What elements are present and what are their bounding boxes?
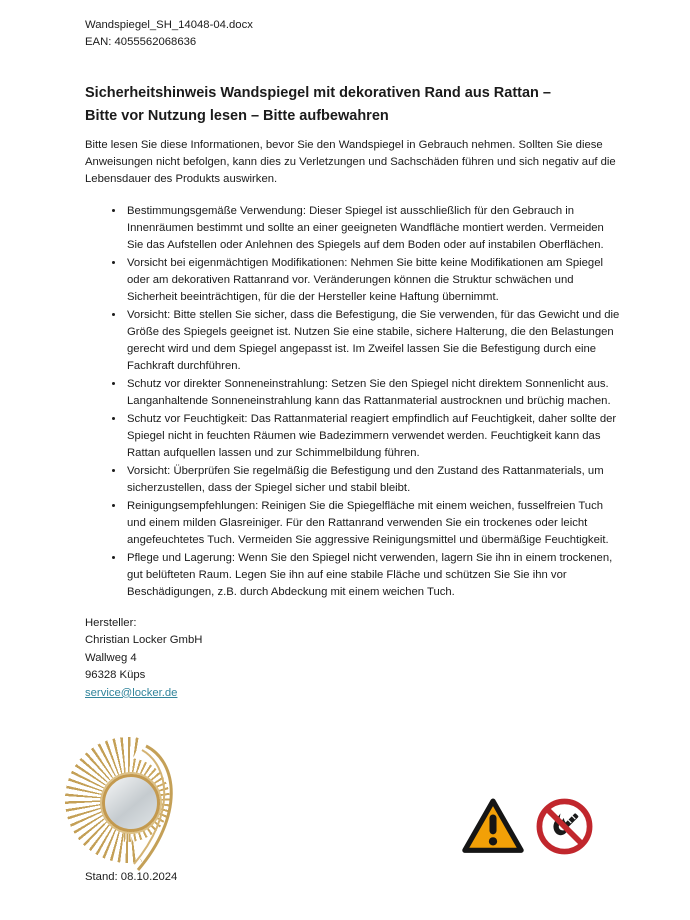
document-header [85, 17, 623, 51]
manufacturer-street: Wallweg 4 [85, 651, 137, 664]
product-image-rattan-mirror [80, 744, 245, 874]
no-open-flame-icon [536, 798, 593, 855]
bullet-intended-use: • Bestimmungsgemäße Verwendung: Dieser Spiegel ist ausschließlich für den Gebrauch in Innenräumen bestimmt und sollte an einer geeigneten Wandfläche montiert werden. Vermeiden Sie das Aufstellen oder Anlehnen des Spiegels auf dem Boden oder auf instabilen Oberflächen. [125, 203, 623, 254]
title-line-1: Sicherheitshinweis Wandspiegel mit dekorativen Rand aus Rattan – [85, 85, 551, 101]
bullet-mounting: • Vorsicht: Bitte stellen Sie sicher, dass die Befestigung, die Sie verwenden, für das Gewicht und die Größe des Spiegels geeignet ist. Nutzen Sie eine stabile, sichere Halterung, die den Belastungen gerecht wird und dem Spiegel angepasst ist. Im Zweifel lassen Sie die Befestigung durch eine Fachkraft durchführen. [125, 307, 623, 375]
bullet-storage: • Pflege und Lagerung: Wenn Sie den Spiegel nicht verwenden, lagern Sie ihn in einem trockenen, gut belüfteten Raum. Legen Sie ihn auf eine stabile Fläche und schützen Sie Sie ihn vor Beschädigungen, z.B. durch Abdeckung mit einem weichen Tuch. [125, 550, 623, 601]
bullet-cleaning: • Reinigungsempfehlungen: Reinigen Sie die Spiegelfläche mit einem weichen, fusselfreien Tuch und einem milden Glasreiniger. Für den Rattanrand verwenden Sie ein trockenes oder leicht angefeuchtetes Tuch. Vermeiden Sie aggressive Reinigungsmittel und übermäßige Feuchtigkeit. [125, 498, 623, 549]
title-line-2: Bitte vor Nutzung lesen – Bitte aufbewahren [85, 108, 389, 124]
safety-pictograms [461, 796, 593, 856]
revision-date: Stand: 08.10.2024 [85, 871, 178, 883]
manufacturer-block [85, 615, 623, 702]
ean-number: EAN: 4055562068636 [85, 36, 197, 48]
bullet-moisture: • Schutz vor Feuchtigkeit: Das Rattanmaterial reagiert empfindlich auf Feuchtigkeit, daher sollte der Spiegel nicht in feuchten Räumen wie Badezimmern verwendet werden. Feuchtigkeit kann das Rattan aufquellen lassen und zur Schimmelbildung führen. [125, 411, 623, 462]
manufacturer-city: 96328 Küps [85, 669, 146, 682]
mirror-glass [102, 774, 160, 832]
intro-paragraph: Bitte lesen Sie diese Informationen, bevor Sie den Wandspiegel in Gebrauch nehmen. Sollten Sie diese Anweisungen nicht befolgen, kann dies zu Verletzungen und Sachschäden führen und sich negativ auf die Lebensdauer des Produkts auswirken. [85, 139, 616, 185]
bullet-inspection: • Vorsicht: Überprüfen Sie regelmäßig die Befestigung und den Zustand des Rattanmaterials, um sicherzustellen, dass der Spiegel sicher und stabil bleibt. [125, 463, 623, 497]
filename: Wandspiegel_SH_14048-04.docx [85, 19, 253, 31]
manufacturer-name: Christian Locker GmbH [85, 634, 203, 647]
warning-triangle-icon [461, 796, 525, 856]
safety-bullet-list [85, 203, 623, 601]
bullet-sunlight: • Schutz vor direkter Sonneneinstrahlung: Setzen Sie den Spiegel nicht direktem Sonnenlicht aus. Langanhaltende Sonneneinstrahlung kann das Rattanmaterial austrocknen und brüchig machen. [125, 376, 623, 410]
bullet-modifications: • Vorsicht bei eigenmächtigen Modifikationen: Nehmen Sie bitte keine Modifikationen am Spiegel oder am dekorativen Rattanrand vor. Veränderungen können die Struktur schwächen und Sicherheit beeinträchtigen, für die der Hersteller keine Haftung übernimmt. [125, 255, 623, 306]
page-title [85, 82, 623, 128]
manufacturer-email-link[interactable]: service@locker.de [85, 686, 178, 699]
manufacturer-label: Hersteller: [85, 617, 137, 629]
